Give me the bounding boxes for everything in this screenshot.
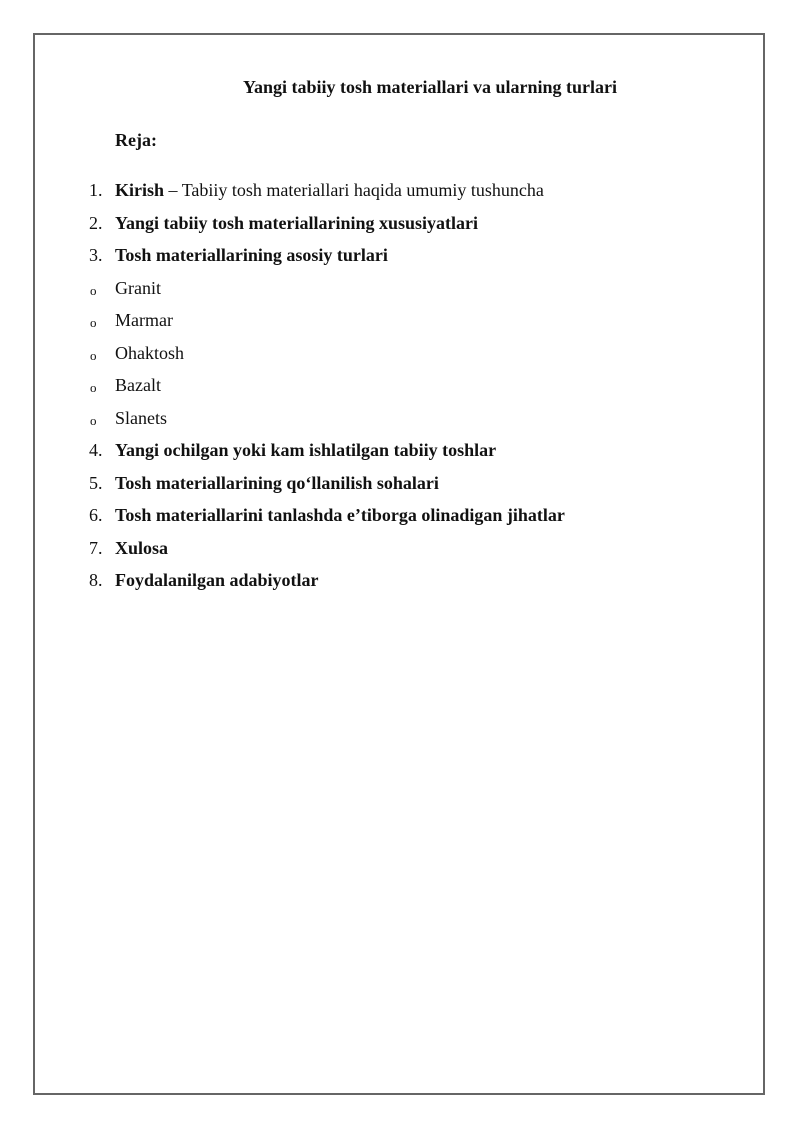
list-item-bold-text: Xulosa (115, 537, 169, 558)
list-item-rest-text: Granit (115, 277, 161, 298)
plan-list (0, 179, 800, 602)
list-item-bold-text: Tosh materiallarini tanlashda e’tiborga olinadigan jihatlar (115, 505, 565, 525)
list-item (0, 569, 800, 602)
bullet-icon: o (90, 282, 97, 298)
list-number: 7. (89, 537, 103, 558)
list-item (0, 504, 800, 537)
list-item-text (115, 407, 167, 429)
plan-heading: Reja: (115, 130, 157, 150)
list-item-text (115, 374, 161, 396)
list-item-text (115, 472, 439, 494)
list-item-bold-text: Kirish (115, 180, 165, 200)
list-item-bold-text: Foydalanilgan adabiyotlar (115, 570, 319, 590)
list-item (0, 212, 800, 245)
list-item-text (115, 179, 544, 201)
list-item-bold-text: Yangi ochilgan yoki kam ishlatilgan tabiiy toshlar (115, 440, 497, 460)
list-item (0, 472, 800, 505)
list-subitem (0, 309, 800, 342)
list-item-text (115, 569, 319, 591)
list-number: 1. (89, 180, 103, 200)
list-item-rest-text: Bazalt (115, 375, 161, 395)
list-subitem (0, 374, 800, 407)
list-item-text (115, 537, 168, 559)
list-subitem (0, 407, 800, 440)
list-item-bold-text: Tosh materiallarining qo‘llanilish sohalari (115, 472, 439, 493)
bullet-icon: o (90, 412, 97, 428)
list-number: 6. (89, 505, 103, 525)
list-item-text (115, 504, 565, 526)
list-number: 3. (89, 245, 103, 265)
list-number: 5. (89, 472, 103, 493)
list-item (0, 537, 800, 570)
list-subitem (0, 342, 800, 375)
list-item-rest-text: Ohaktosh (115, 342, 184, 363)
list-item-text (115, 439, 496, 461)
list-number: 2. (89, 212, 103, 233)
list-number: 4. (89, 440, 103, 460)
list-item-rest-text: Marmar (115, 310, 173, 330)
list-item-rest-text: Slanets (115, 407, 167, 428)
list-item (0, 439, 800, 472)
list-item-text (115, 342, 184, 364)
list-item (0, 244, 800, 277)
bullet-icon: o (90, 380, 97, 395)
list-item-text (115, 244, 388, 266)
list-item-text (115, 309, 173, 331)
list-subitem (0, 277, 800, 310)
list-item-bold-text: Yangi tabiiy tosh materiallarining xususiyatlari (115, 212, 479, 233)
list-item-rest-text: – Tabiiy tosh materiallari haqida umumiy tushuncha (164, 180, 544, 200)
document-title: Yangi tabiiy tosh materiallari va ularning turlari (242, 77, 617, 97)
list-item (0, 179, 800, 212)
list-item-bold-text: Tosh materiallarining asosiy turlari (115, 245, 388, 265)
bullet-icon: o (90, 347, 97, 363)
bullet-icon: o (90, 315, 97, 330)
list-item-text (115, 212, 478, 234)
list-number: 8. (89, 570, 103, 590)
list-item-text (115, 277, 161, 299)
